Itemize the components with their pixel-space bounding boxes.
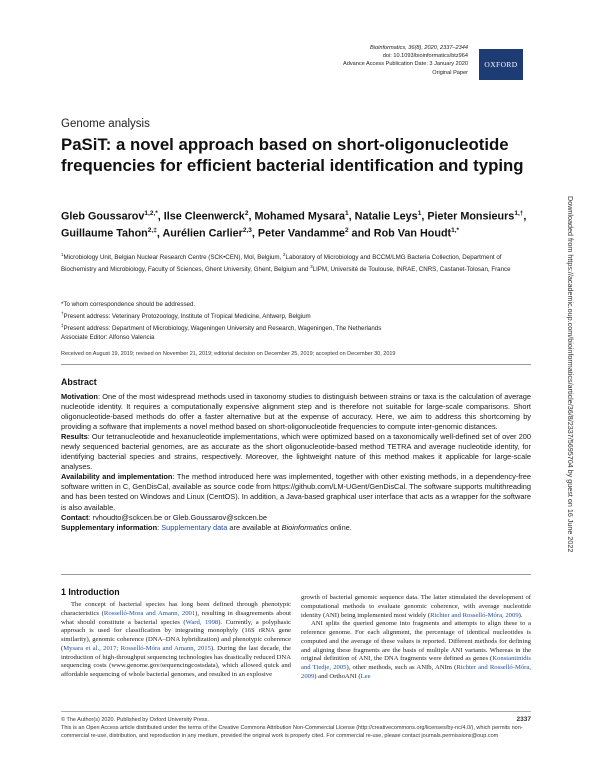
- journal-citation: Bioinformatics, 36(8), 2020, 2337–2344: [370, 45, 468, 51]
- present-address-note: [61, 310, 531, 322]
- supp-label: Supplementary information: [61, 522, 158, 532]
- affil-sup: 3: [310, 263, 313, 269]
- citation-link[interactable]: Lee: [360, 672, 371, 680]
- body-text: ) and OrthoANI (: [314, 672, 361, 680]
- section-label: Genome analysis: [61, 118, 150, 130]
- results-text: : Our tetranucleotide and hexanucleotide implementations, which were optimized based on a taxonomically well-defined set of over 200 newly sequenced bacterial genomes, are as accurate as the short oligonucleotide-based method TETRA and average nucleotide identity, for identifying bacterial species and strains, respectively. Moreover, the lightweight nature of this method makes it applicable for large-scale analyses.: [61, 432, 531, 472]
- author-name[interactable]: Mohamed Mysara: [254, 210, 346, 223]
- abstract-results: [61, 432, 531, 472]
- affiliations: [61, 251, 531, 275]
- divider: [61, 364, 531, 365]
- author-sep: ,: [348, 210, 355, 223]
- author-name[interactable]: Peter Vandamme: [257, 227, 345, 240]
- body-text: The concept of bacterial species has long been defined through phenotypic characteristics (: [61, 601, 291, 617]
- body-text: ). During the last decade, the introduction of high-throughput sequencing technologies has drastically reduced DNA sequencing costs (www.genome.gov/sequencingcostsdata), which allowed quick and affordable sequencing of whole bacterial genomes, and resulted in an explosive: [61, 644, 291, 678]
- received-dates: Received on August 19, 2019; revised on November 21, 2019; editorial decision on December 25, 2019; accepted on December 30, 2019: [61, 351, 396, 357]
- citation-link[interactable]: Konstantinidis and Tiedje, 2005: [301, 655, 531, 671]
- author-sep: ,: [156, 227, 163, 240]
- abstract-availability: [61, 472, 531, 512]
- availability-label: Availability and implementation: [61, 472, 173, 482]
- author-name[interactable]: Gleb Goussarov: [61, 210, 145, 223]
- introduction-heading: 1 Introduction: [61, 587, 120, 597]
- abstract-motivation: [61, 392, 531, 432]
- journal-header: [0, 44, 468, 77]
- author-name[interactable]: Pieter Monsieurs: [427, 210, 515, 223]
- citation-link[interactable]: Rosselló-Mora and Amann, 2001: [103, 609, 196, 617]
- citation-link[interactable]: Richter and Rosselló-Móra, 2009: [430, 611, 519, 619]
- author-sup: 2,‡: [147, 227, 157, 235]
- author-name[interactable]: Natalie Leys: [354, 210, 418, 223]
- correspondence-note: *To whom correspondence should be addressed.: [61, 301, 196, 308]
- author-sep: ,: [248, 210, 255, 223]
- oxford-logo: OXFORD: [479, 49, 523, 80]
- author-list: [61, 207, 531, 241]
- license-text: This is an Open Access article distributed under the terms of the Creative Commons Attribution Non-Commercial License (http://creativecommons.org/licenses/by-nc/4.0/), which permits non-commercial re-use, distribution, and reproduction in any medium, provided the original work is properly cited. For commercial re-use, please contact journals.permissions@oup.com: [61, 725, 523, 739]
- contact-label: Contact: [61, 512, 89, 522]
- author-name[interactable]: Ilse Cleenwerck: [163, 210, 245, 223]
- author-name[interactable]: Rob Van Houdt: [373, 227, 452, 240]
- author-sup: 1: [345, 210, 349, 217]
- download-note-text: Downloaded from https://academic.oup.com/bioinformatics/article/36/8/2337/5695704 by guest on 16 June 2022: [566, 196, 575, 553]
- abstract-supplementary: [61, 523, 531, 533]
- journal-name: Bioinformatics: [281, 522, 329, 532]
- body-text: ), other methods, such as ANIb, ANIm (: [346, 664, 457, 671]
- author-sup: 1,†: [514, 210, 524, 217]
- affil-text: Microbiology Unit, Belgian Nuclear Research Centre (SCK•CEN), Mol, Belgium,: [63, 254, 284, 262]
- affil-text: Laboratory of Microbiology and BCCM/LMG Bacteria Collection, Department of Biochemistry and Microbiology, Faculty of Sciences, Ghent University, Ghent, Belgium and: [61, 254, 502, 274]
- article-title: PaSiT: a novel approach based on short-oligonucleotide frequencies for efficient bacterial identification and typing: [61, 135, 524, 175]
- affil-sup: 1: [61, 252, 64, 257]
- body-text: growth of bacterial genomic sequence data. The latter stimulated the development of computational methods to evaluate genomic coherence, with average nucleotide identity (ANI) being implemented most widely (: [301, 594, 531, 619]
- article-type: Original Paper: [432, 69, 468, 76]
- page-footer: [61, 716, 531, 740]
- author-sup: 2: [244, 210, 249, 217]
- author-sep: ,: [523, 210, 527, 223]
- results-label: Results: [61, 432, 88, 442]
- associate-editor: Associate Editor: Alfonso Valencia: [61, 333, 155, 341]
- motivation-label: Motivation: [61, 392, 98, 401]
- author-notes: [61, 301, 531, 343]
- author-sep: ,: [421, 210, 428, 223]
- abstract-contact: [61, 513, 531, 523]
- author-sup: 1,2,*: [144, 210, 158, 217]
- author-name[interactable]: Aurélien Carlier: [162, 227, 243, 240]
- supplementary-data-link[interactable]: Supplementary data: [161, 522, 228, 532]
- author-sup: 2,3: [242, 227, 252, 235]
- access-date: Advance Access Publication Date: 3 January 2020: [342, 61, 468, 68]
- intro-paragraph: [301, 620, 531, 681]
- page-number: 2337: [516, 716, 531, 723]
- author-sep: and: [348, 227, 374, 240]
- intro-paragraph: [301, 594, 531, 620]
- intro-paragraph: [61, 601, 291, 680]
- supp-text: online.: [328, 522, 352, 532]
- doi-text[interactable]: doi: 10.1093/bioinformatics/btz964: [382, 53, 468, 60]
- copyright-text: © The Author(s) 2020. Published by Oxford University Press.: [61, 717, 209, 723]
- citation-link[interactable]: Richter and Rosselló-Móra, 2009: [301, 664, 531, 680]
- body-text: ).: [518, 611, 523, 619]
- body-text: ANI splits the queried genome into fragments and attempts to align these to a reference genome. For each alignment, the percentage of identical nucleotides is computed and the average of these values is reported. Different methods for defining and aligning these fragments are the basis of multiple ANI variants. Whereas in the original definition of ANI, the DNA fragments were defined as genes (: [301, 620, 531, 663]
- intro-left-column: [61, 601, 291, 680]
- footer-divider: [61, 711, 531, 712]
- note-text: Present address: Department of Microbiology, Wageningen University and Research, Wageningen, The Netherlands: [63, 324, 382, 332]
- citation-link[interactable]: Ward, 1998: [185, 618, 219, 626]
- abstract-body: [61, 392, 531, 533]
- affil-sup: 2: [283, 252, 286, 257]
- intro-right-column: [301, 594, 531, 682]
- body-text: ), resulting in disagreements about what should constitute a bacterial species (: [61, 609, 291, 626]
- divider: [61, 574, 531, 575]
- author-sup: 1: [417, 210, 422, 217]
- note-sup: ‡: [61, 322, 64, 328]
- supp-sep: :: [157, 522, 162, 532]
- citation-link[interactable]: Mysara et al., 2017; Rosselló-Móra and Amann, 2015: [63, 644, 211, 652]
- body-text: ). Currently, a polyphasic approach is used for classification by integrating monophyly (16S rRNA gene similarity), genomic coherence (DNA–DNA hybridization) and phenotypic coherence (: [61, 618, 291, 652]
- affil-text: LIPM, Université de Toulouse, INRAE, CNRS, Castanet-Tolosan, France: [312, 266, 511, 274]
- author-sup: 2: [344, 227, 349, 235]
- present-address-note: [61, 322, 531, 334]
- author-sep: ,: [157, 210, 164, 223]
- note-sup: †: [61, 310, 64, 316]
- availability-text: : The method introduced here was implemented, together with other existing methods, in a dependency-free software written in C, GenDisCal, available as source code from https://github.com/LM-UGent/GenDisCal. The software supports multithreading and has been tested on Windows and Linux (CentOS). In addition, a Java-based graphical user interface that acts as a wrapper for the software is also available.: [61, 472, 531, 512]
- note-text: Present address: Veterinary Protozoology, Institute of Tropical Medicine, Antwerp, Belgium: [63, 312, 311, 320]
- author-name[interactable]: Guillaume Tahon: [61, 227, 148, 240]
- author-sep: ,: [251, 227, 258, 240]
- download-note: [567, 196, 575, 676]
- abstract-heading: Abstract: [61, 377, 97, 387]
- supp-text: are available at: [227, 522, 282, 532]
- contact-text[interactable]: : rvhoudto@sckcen.be or Gleb.Goussarov@sckcen.be: [88, 512, 268, 522]
- motivation-text: : One of the most widespread methods used in taxonomy studies to distinguish between strains or taxa is the calculation of average nucleotide identity. It requires a computationally expensive alignment step and is therefore not suitable for large-scale comparisons. Short oligonucleotide-based methods do offer a faster alternative but at the expense of accuracy. Here, we aim to address this shortcoming by providing a software that implements a novel method based on short-oligonucleotide frequencies to compute inter-genomic distances.: [61, 392, 531, 432]
- author-sup: 1,*: [451, 227, 460, 235]
